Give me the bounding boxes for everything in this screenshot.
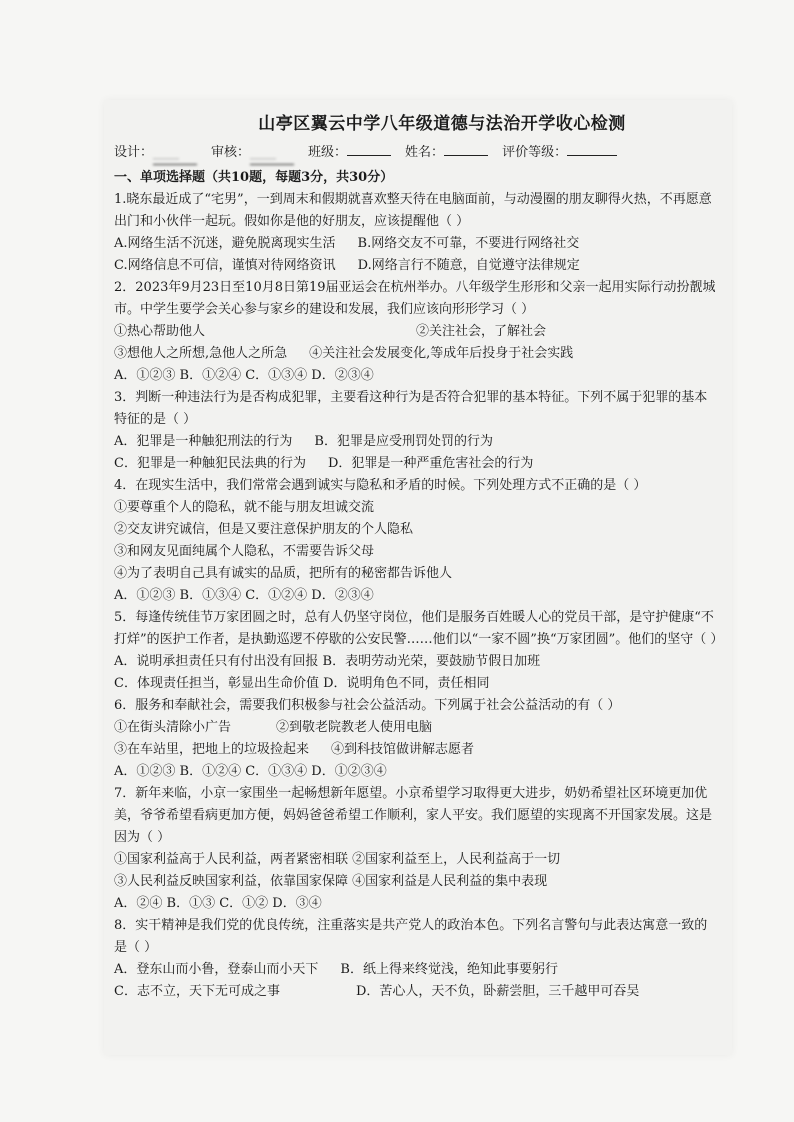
- question-3: [114, 387, 718, 475]
- answer-choices: A．①②③ B．①②④ C．①③④ D．②③④: [114, 368, 374, 383]
- section-heading: 一、单项选择题（共10题，每题3分，共30分）: [114, 170, 394, 185]
- question-8: [114, 915, 718, 1003]
- grade-field: 评价等级：: [502, 142, 617, 165]
- option-d: D.网络言行不随意，自觉遵守法律规定: [357, 258, 580, 273]
- question-stem: 6．服务和奉献社会，需要我们积极参与社会公益活动。下列属于社会公益活动的有（ ）: [114, 698, 621, 713]
- statement-4: ④到科技馆做讲解志愿者: [331, 742, 475, 757]
- question-stem: 2．2023年9月23日至10月8日第19届亚运会在杭州举办。八年级学生形形和父亲一起用实际行动扮靓城市。中学生要学会关心参与家乡的建设和发展，我们应该向形形学习（ ）: [114, 280, 716, 317]
- design-value: ____: [153, 142, 197, 165]
- statement-3: ③和网友见面纯属个人隐私，不需要告诉父母: [114, 544, 375, 559]
- option-c: C．犯罪是一种触犯民法典的行为: [114, 456, 306, 471]
- option-a: A.网络生活不沉迷，避免脱离现实生活: [114, 236, 336, 251]
- answer-choices: A．②④ B．①③ C．①② D．③④: [114, 896, 322, 911]
- question-1: [114, 189, 718, 277]
- option-c: C．志不立，天下无可成之事: [114, 984, 280, 999]
- option-d: D．苦心人，天不负，卧薪尝胆，三千越甲可吞吴: [356, 984, 640, 999]
- question-7: [114, 783, 718, 915]
- statement-4: ④关注社会发展变化,等成年后投身于社会实践: [309, 346, 574, 361]
- question-5: [114, 607, 724, 695]
- statement-3-4: ③人民利益反映国家利益，依靠国家保障 ④国家利益是人民利益的集中表现: [114, 874, 548, 889]
- statement-1-2: ①国家利益高于人民利益，两者紧密相联 ②国家利益至上，人民利益高于一切: [114, 852, 561, 867]
- option-d: D．犯罪是一种严重危害社会的行为: [327, 456, 534, 471]
- question-stem: 7．新年来临，小京一家围坐一起畅想新年愿望。小京希望学习取得更大进步，奶奶希望社区环境更加优美，爷爷希望看病更加方便，妈妈爸爸希望工作顺利，家人平安。我们愿望的实现离不开国家发展。这是因为（ ）: [114, 786, 713, 845]
- statement-2: ②到敬老院教老人使用电脑: [276, 720, 433, 735]
- class-field: 班级：: [308, 142, 391, 165]
- statement-2: ②交友讲究诚信，但是又要注意保护朋友的个人隐私: [114, 522, 414, 537]
- option-c: C.网络信息不可信，谨慎对待网络资讯: [114, 258, 336, 273]
- answer-choices: A．①②③ B．①③④ C．①②④ D．②③④: [114, 588, 374, 603]
- statement-1: ①要尊重个人的隐私，就不能与朋友坦诚交流: [114, 500, 375, 515]
- question-stem: 4．在现实生活中，我们常常会遇到诚实与隐私和矛盾的时候。下列处理方式不正确的是（ ）: [114, 478, 647, 493]
- design-field: 设计：____: [114, 142, 197, 165]
- option-a: A．犯罪是一种触犯刑法的行为: [114, 434, 293, 449]
- question-2: [114, 277, 718, 387]
- exam-content: [114, 108, 724, 1003]
- statement-3: ③在车站里，把地上的垃圾捡起来: [114, 742, 310, 757]
- question-stem: 5．每逢传统佳节万家团圆之时，总有人仍坚守岗位，他们是服务百姓暖人心的党员干部，是守护健康“不打烊”的医护工作者，是执勤巡逻不停歇的公安民警……他们以“一家不圆”换“万家团圆”。他们的坚守（ ）: [114, 610, 724, 647]
- answer-choices: A．①②③ B．①②④ C．①③④ D．①②③④: [114, 764, 387, 779]
- question-4: [114, 475, 718, 607]
- option-c-d: C．体现责任担当，彰显出生命价值 D．说明角色不同，责任相同: [114, 676, 490, 691]
- option-b: B．犯罪是应受刑罚处罚的行为: [314, 434, 493, 449]
- statement-1: ①热心帮助他人: [114, 324, 206, 339]
- option-a-b: A．说明承担责任只有付出没有回报 B．表明劳动光荣，要鼓励节假日加班: [114, 654, 541, 669]
- exam-title: 山亭区翼云中学八年级道德与法治开学收心检测: [258, 114, 626, 134]
- statement-1: ①在街头清除小广告: [114, 720, 232, 735]
- review-value: ____: [250, 142, 294, 165]
- question-stem: 3．判断一种违法行为是否构成犯罪，主要看这种行为是否符合犯罪的基本特征。下列不属于犯罪的基本特征的是（ ）: [114, 390, 708, 427]
- name-field: 姓名：: [405, 142, 488, 165]
- option-b: B.网络交友不可靠，不要进行网络社交: [357, 236, 580, 251]
- statement-2: ②关注社会，了解社会: [416, 324, 547, 339]
- statement-4: ④为了表明自己具有诚实的品质，把所有的秘密都告诉他人: [114, 566, 453, 581]
- option-a: A．登东山而小鲁，登泰山而小天下: [114, 962, 319, 977]
- header-fields: [114, 142, 718, 165]
- question-stem: 8．实干精神是我们党的优良传统，注重落实是共产党人的政治本色。下列名言警句与此表达寓意一致的是（ ）: [114, 918, 708, 955]
- question-stem: 1.晓东最近成了“宅男”，一到周末和假期就喜欢整天待在电脑面前，与动漫圈的朋友聊得火热，不再愿意出门和小伙伴一起玩。假如你是他的好朋友，应该提醒他（ ）: [114, 192, 712, 229]
- option-b: B．纸上得来终觉浅，绝知此事要躬行: [340, 962, 558, 977]
- statement-3: ③想他人之所想,急他人之所急: [114, 346, 288, 361]
- review-field: 审核：____: [211, 142, 294, 165]
- question-6: [114, 695, 718, 783]
